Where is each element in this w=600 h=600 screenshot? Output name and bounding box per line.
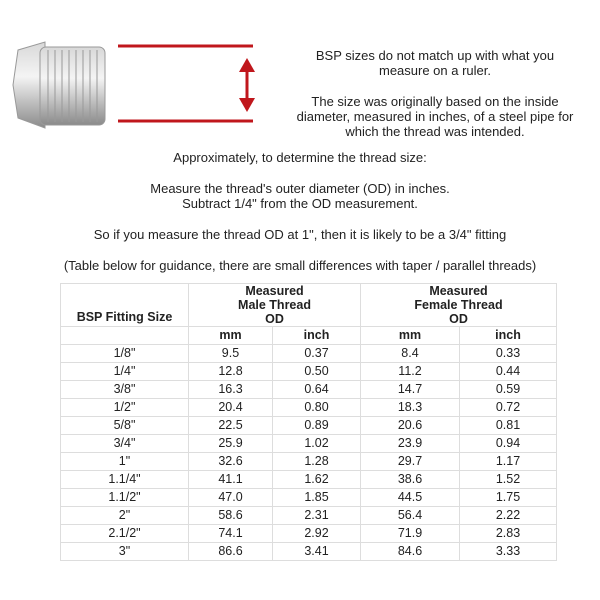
cell-male-mm: 20.4 [189, 399, 273, 417]
cell-female-mm: 23.9 [361, 435, 460, 453]
subheader-inch: inch [273, 327, 361, 345]
cell-male-inch: 1.62 [273, 471, 361, 489]
cell-female-inch: 0.72 [460, 399, 557, 417]
fitting-diagram [0, 20, 300, 150]
cell-male-inch: 1.02 [273, 435, 361, 453]
cell-female-inch: 1.75 [460, 489, 557, 507]
table-row [61, 399, 557, 417]
cell-female-mm: 11.2 [361, 363, 460, 381]
subheader-inch: inch [460, 327, 557, 345]
intro-line: The size was originally based on the inside [311, 94, 559, 109]
cell-female-inch: 0.59 [460, 381, 557, 399]
cell-female-mm: 29.7 [361, 453, 460, 471]
cell-male-mm: 16.3 [189, 381, 273, 399]
example-line: So if you measure the thread OD at 1", then it is likely to be a 3/4" fitting [93, 227, 507, 242]
cell-fitting-size: 3/8" [61, 381, 189, 399]
cell-female-inch: 0.81 [460, 417, 557, 435]
cell-female-inch: 1.17 [460, 453, 557, 471]
table-row [61, 381, 557, 399]
cell-fitting-size: 1.1/2" [61, 489, 189, 507]
cell-fitting-size: 2" [61, 507, 189, 525]
instruction-line: Subtract 1/4" from the OD measurement. [182, 196, 418, 211]
subheader-mm: mm [361, 327, 460, 345]
intro-line: measure on a ruler. [378, 63, 491, 78]
cell-fitting-size: 3" [61, 543, 189, 561]
intro-line: which the thread was intended. [345, 124, 525, 139]
cell-female-mm: 38.6 [361, 471, 460, 489]
cell-female-mm: 44.5 [361, 489, 460, 507]
table-row [61, 525, 557, 543]
cell-fitting-size: 1/4" [61, 363, 189, 381]
cell-female-mm: 8.4 [361, 345, 460, 363]
cell-male-mm: 32.6 [189, 453, 273, 471]
table-row [61, 435, 557, 453]
table-row [61, 489, 557, 507]
bsp-size-table [60, 283, 557, 561]
table-note: (Table below for guidance, there are small differences with taper / parallel threads) [63, 258, 537, 273]
measurement-arrow [118, 46, 255, 121]
cell-fitting-size: 1/2" [61, 399, 189, 417]
cell-fitting-size: 3/4" [61, 435, 189, 453]
cell-male-inch: 3.41 [273, 543, 361, 561]
cell-male-inch: 1.85 [273, 489, 361, 507]
cell-fitting-size: 1/8" [61, 345, 189, 363]
cell-female-mm: 71.9 [361, 525, 460, 543]
subheader-blank [61, 327, 189, 345]
cell-male-mm: 41.1 [189, 471, 273, 489]
instruction-line: Measure the thread's outer diameter (OD) in inches. [150, 181, 450, 196]
cell-female-inch: 0.33 [460, 345, 557, 363]
header-female-od: Measured Female Thread OD [361, 284, 557, 327]
cell-female-inch: 2.83 [460, 525, 557, 543]
cell-female-mm: 18.3 [361, 399, 460, 417]
intro-line: diameter, measured in inches, of a steel pipe for [296, 109, 574, 124]
cell-male-inch: 0.50 [273, 363, 361, 381]
header-fitting-size: BSP Fitting Size [61, 284, 189, 327]
bsp-plug-image [13, 42, 105, 128]
table-row [61, 345, 557, 363]
header-male-od: Measured Male Thread OD [189, 284, 361, 327]
cell-female-inch: 0.44 [460, 363, 557, 381]
cell-male-mm: 47.0 [189, 489, 273, 507]
table-row [61, 471, 557, 489]
cell-male-mm: 74.1 [189, 525, 273, 543]
cell-fitting-size: 1" [61, 453, 189, 471]
cell-male-mm: 22.5 [189, 417, 273, 435]
cell-male-mm: 9.5 [189, 345, 273, 363]
cell-female-inch: 2.22 [460, 507, 557, 525]
table-row [61, 543, 557, 561]
cell-fitting-size: 1.1/4" [61, 471, 189, 489]
table-row [61, 417, 557, 435]
cell-female-mm: 56.4 [361, 507, 460, 525]
cell-male-inch: 0.64 [273, 381, 361, 399]
cell-female-inch: 3.33 [460, 543, 557, 561]
cell-fitting-size: 2.1/2" [61, 525, 189, 543]
cell-male-mm: 25.9 [189, 435, 273, 453]
cell-male-inch: 2.31 [273, 507, 361, 525]
intro-line: BSP sizes do not match up with what you [315, 48, 555, 63]
cell-male-inch: 0.37 [273, 345, 361, 363]
cell-female-mm: 84.6 [361, 543, 460, 561]
cell-male-inch: 2.92 [273, 525, 361, 543]
cell-female-inch: 0.94 [460, 435, 557, 453]
cell-male-inch: 0.89 [273, 417, 361, 435]
cell-male-mm: 86.6 [189, 543, 273, 561]
cell-female-inch: 1.52 [460, 471, 557, 489]
intro-line: Approximately, to determine the thread size: [173, 150, 427, 165]
table-row [61, 453, 557, 471]
cell-female-mm: 20.6 [361, 417, 460, 435]
subheader-mm: mm [189, 327, 273, 345]
cell-male-inch: 0.80 [273, 399, 361, 417]
cell-fitting-size: 5/8" [61, 417, 189, 435]
cell-male-inch: 1.28 [273, 453, 361, 471]
cell-male-mm: 58.6 [189, 507, 273, 525]
cell-female-mm: 14.7 [361, 381, 460, 399]
table-row [61, 507, 557, 525]
cell-male-mm: 12.8 [189, 363, 273, 381]
table-row [61, 363, 557, 381]
